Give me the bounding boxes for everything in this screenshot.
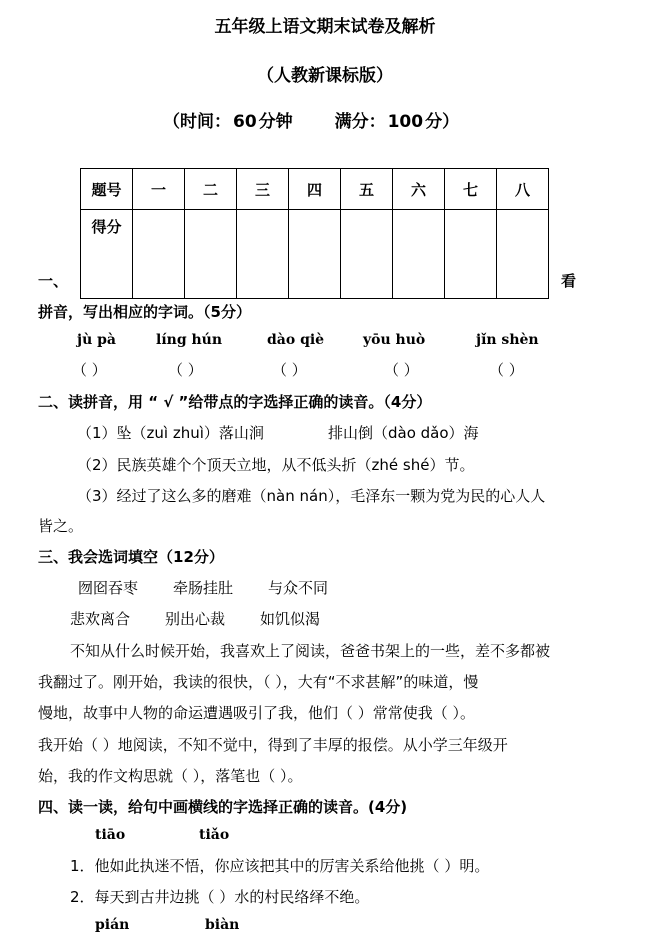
word-option: 别出心裁 — [165, 610, 226, 628]
paragraph-line: 我开始（ ）地阅读，不知不觉中，得到了丰厚的报偿。从小学三年级开 — [38, 736, 508, 754]
column-header: 三 — [237, 169, 289, 210]
score-cell[interactable] — [237, 210, 289, 299]
pinyin-option: pián — [95, 917, 130, 933]
column-header: 一 — [133, 169, 185, 210]
paragraph-line: 不知从什么时候开始，我喜欢上了阅读，爸爸书架上的一些，差不多都被 — [70, 642, 551, 660]
column-header: 六 — [393, 169, 445, 210]
question-4-2: 2．每天到古井边挑（ ）水的村民络绎不绝。 — [70, 888, 370, 906]
score-cell[interactable] — [289, 210, 341, 299]
pinyin-option: biàn — [205, 917, 240, 933]
score-cell[interactable] — [445, 210, 497, 299]
score-table-score-row — [81, 210, 549, 299]
word-option: 与众不同 — [268, 579, 329, 597]
pinyin-option: tiǎo — [199, 827, 230, 843]
question-2-1: （1）坠（zuì zhuì）落山涧 — [77, 424, 264, 442]
check-mark-icon: √ — [163, 393, 174, 411]
time-value: 60 — [233, 112, 257, 132]
section3-title: 三、我会选词填空（12分） — [38, 548, 224, 566]
section1-title: 拼音，写出相应的字词。（5分） — [38, 303, 251, 321]
pinyin-item: dào qiè — [267, 332, 325, 348]
column-header: 四 — [289, 169, 341, 210]
word-option: 牵肠挂肚 — [173, 579, 234, 597]
time-label: （时间： — [163, 112, 231, 132]
pinyin-item: jù pà — [77, 332, 116, 348]
section1-suffix: 看 — [561, 272, 577, 290]
pinyin-item: líng hún — [156, 332, 223, 348]
question-2-3-cont: 皆之。 — [38, 517, 84, 535]
score-cell[interactable] — [393, 210, 445, 299]
paragraph-line: 始，我的作文构思就（ ），落笔也（ ）。 — [38, 767, 303, 785]
question-2-3: （3）经过了这么多的磨难（nàn nán），毛泽东一颗为党为民的心人人 — [77, 487, 546, 505]
question-2-2: （2）民族英雄个个顶天立地，从不低头折（zhé shé）节。 — [77, 456, 475, 474]
section4-title: 四、读一读，给句中画横线的字选择正确的读音。(4分) — [38, 798, 408, 816]
score-cell[interactable] — [341, 210, 393, 299]
score-cell[interactable] — [497, 210, 549, 299]
column-header: 八 — [497, 169, 549, 210]
pinyin-item: jǐn shèn — [476, 332, 539, 348]
word-option: 如饥似渴 — [260, 610, 321, 628]
score-value: 100 — [387, 112, 424, 132]
word-option: 悲欢离合 — [70, 610, 131, 628]
paragraph-line: 我翻过了。刚开始，我读的很快，（ ），大有“不求甚解”的味道，慢 — [38, 673, 479, 691]
answer-blank[interactable]: （ ） — [384, 361, 419, 379]
question-4-1: 1．他如此执迷不悟，你应该把其中的厉害关系给他挑（ ）明。 — [70, 857, 490, 875]
section1-prefix: 一、 — [38, 272, 69, 290]
score-label: 得分 — [81, 210, 133, 299]
section2-title-b: ”给带点的字选择正确的读音。（4分） — [173, 393, 432, 411]
column-header: 五 — [341, 169, 393, 210]
score-label: 满分： — [334, 112, 386, 132]
section2-title-a: 二、读拼音，用 “ — [38, 393, 164, 411]
word-option: 囫囵吞枣 — [78, 579, 139, 597]
page-title: 五年级上语文期末试卷及解析 — [214, 17, 436, 37]
answer-blank[interactable]: （ ） — [168, 361, 203, 379]
score-table-header-row — [81, 169, 549, 210]
score-cell[interactable] — [133, 210, 185, 299]
time-unit: 分钟 — [258, 112, 293, 132]
answer-blank[interactable]: （ ） — [489, 361, 524, 379]
question-2-1b: 排山倒（dào dǎo）海 — [328, 424, 479, 442]
question-number-label: 题号 — [81, 169, 133, 210]
score-table — [80, 168, 549, 299]
paragraph-line: 慢地，故事中人物的命运遭遇吸引了我，他们（ ）常常使我（ ）。 — [38, 704, 476, 722]
section2-title — [38, 391, 431, 412]
pinyin-option: tiāo — [95, 827, 126, 843]
column-header: 二 — [185, 169, 237, 210]
exam-info — [163, 107, 459, 132]
page-subtitle: （人教新课标版） — [257, 66, 393, 86]
pinyin-item: yōu huò — [363, 332, 426, 348]
answer-blank[interactable]: （ ） — [72, 361, 107, 379]
score-cell[interactable] — [185, 210, 237, 299]
score-unit: 分） — [425, 112, 460, 132]
column-header: 七 — [445, 169, 497, 210]
answer-blank[interactable]: （ ） — [272, 361, 307, 379]
